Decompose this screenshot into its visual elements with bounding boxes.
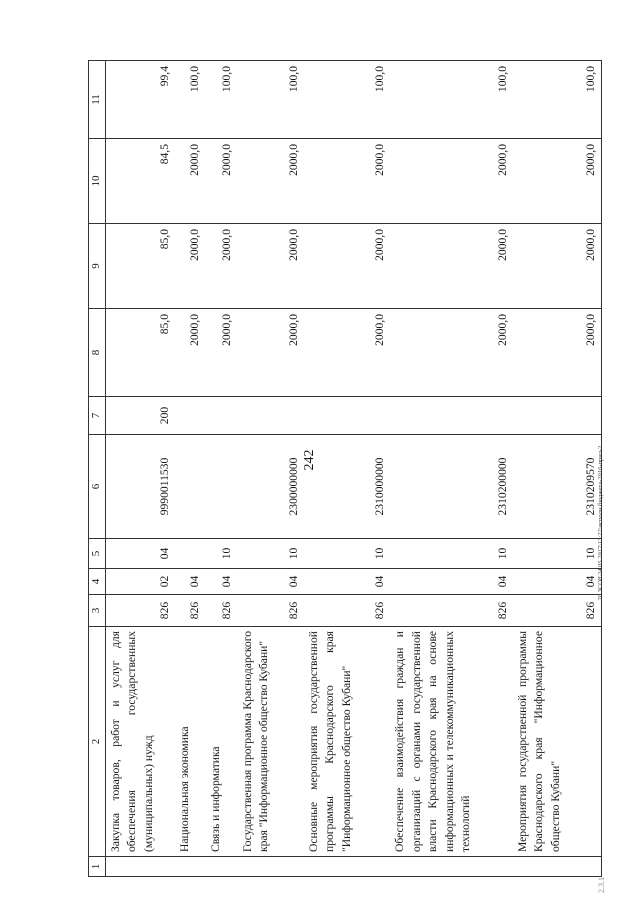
- code-section: 04: [238, 569, 304, 595]
- code-admin: 826: [390, 595, 513, 627]
- row-name: Обеспечение взаимодействия граждан и организаций с органами государственной власти Краснодарского края на основе информационных и телекоммуникационных технологий: [390, 627, 513, 857]
- budget-table-container: [88, 61, 602, 877]
- amount-executed: 2000,0: [175, 139, 205, 224]
- code-expense-type: [238, 397, 304, 435]
- code-admin: 826: [238, 595, 304, 627]
- code-admin: 826: [513, 595, 601, 627]
- code-expense-type: [390, 397, 513, 435]
- footer-note: 20 ЗСО8\24.05.2017\13:22\исполн бюджета-2016-прил-2: [597, 445, 604, 601]
- code-target: [175, 435, 205, 539]
- execution-percent: 100,0: [304, 61, 390, 139]
- code-target: 9990011530: [105, 435, 175, 539]
- amount-approved: 2000,0: [304, 309, 390, 397]
- amount-planned: 2000,0: [390, 224, 513, 309]
- amount-executed: 2000,0: [238, 139, 304, 224]
- row-name: Мероприятия государственной программы Краснодарского края "Информационное общество Кубани": [513, 627, 601, 857]
- code-expense-type: [513, 397, 601, 435]
- code-admin: 826: [175, 595, 205, 627]
- row-name: Национальная экономика: [175, 627, 205, 857]
- column-header: 7: [89, 397, 106, 435]
- execution-percent: 100,0: [390, 61, 513, 139]
- code-target: 2310209570: [513, 435, 601, 539]
- amount-approved: 2000,0: [206, 309, 238, 397]
- row-name: Основные мероприятия государственной программы Краснодарского края "Информационное общество Кубани": [304, 627, 390, 857]
- code-subsection: 10: [390, 539, 513, 569]
- execution-percent: 100,0: [238, 61, 304, 139]
- code-admin: 826: [304, 595, 390, 627]
- column-header: 9: [89, 224, 106, 309]
- code-section: 04: [390, 569, 513, 595]
- row-cell-empty: [238, 857, 304, 877]
- amount-planned: 2000,0: [238, 224, 304, 309]
- amount-executed: 2000,0: [513, 139, 601, 224]
- code-section: 04: [175, 569, 205, 595]
- code-section: 04: [513, 569, 601, 595]
- table-row: [105, 61, 175, 877]
- row-cell-empty: [206, 857, 238, 877]
- amount-executed: 84,5: [105, 139, 175, 224]
- column-header: 11: [89, 61, 106, 139]
- column-header: 4: [89, 569, 106, 595]
- amount-planned: 2000,0: [206, 224, 238, 309]
- table-row: [513, 61, 601, 877]
- column-header: 8: [89, 309, 106, 397]
- table-row: [175, 61, 205, 877]
- header-row: [89, 61, 106, 877]
- code-expense-type: [304, 397, 390, 435]
- column-header: 2: [89, 627, 106, 857]
- code-subsection: 10: [206, 539, 238, 569]
- code-section: 02: [105, 569, 175, 595]
- execution-percent: 100,0: [513, 61, 601, 139]
- row-name: Связь и информатика: [206, 627, 238, 857]
- column-header: 10: [89, 139, 106, 224]
- execution-percent: 100,0: [206, 61, 238, 139]
- budget-table: [88, 60, 602, 877]
- code-expense-type: [206, 397, 238, 435]
- amount-approved: 2000,0: [390, 309, 513, 397]
- code-subsection: 10: [238, 539, 304, 569]
- code-target: 2310000000: [304, 435, 390, 539]
- column-header: 5: [89, 539, 106, 569]
- code-target: 2300000000: [238, 435, 304, 539]
- amount-approved: 2000,0: [513, 309, 601, 397]
- amount-executed: 2000,0: [206, 139, 238, 224]
- code-admin: 826: [206, 595, 238, 627]
- amount-planned: 2000,0: [175, 224, 205, 309]
- table-row: [304, 61, 390, 877]
- amount-approved: 85,0: [105, 309, 175, 397]
- execution-percent: 99,4: [105, 61, 175, 139]
- row-cell-empty: [390, 857, 513, 877]
- row-cell-empty: [105, 857, 175, 877]
- code-admin: 826: [105, 595, 175, 627]
- row-name: Государственная программа Краснодарского края "Информационное общество Кубани": [238, 627, 304, 857]
- table-row: [206, 61, 238, 877]
- amount-executed: 2000,0: [390, 139, 513, 224]
- amount-planned: 2000,0: [304, 224, 390, 309]
- row-name: Закупка товаров, работ и услуг для обеспечения государственных (муниципальных) нужд: [105, 627, 175, 857]
- execution-percent: 100,0: [175, 61, 205, 139]
- amount-approved: 2000,0: [238, 309, 304, 397]
- amount-approved: 2000,0: [175, 309, 205, 397]
- code-subsection: 04: [105, 539, 175, 569]
- page-number: 242: [302, 449, 317, 471]
- column-header: 6: [89, 435, 106, 539]
- code-section: 04: [304, 569, 390, 595]
- amount-planned: 2000,0: [513, 224, 601, 309]
- code-expense-type: 200: [105, 397, 175, 435]
- page-corner-mark: 2.3.1: [597, 877, 606, 893]
- column-header: 1: [89, 857, 106, 877]
- code-subsection: 10: [513, 539, 601, 569]
- code-subsection: [175, 539, 205, 569]
- code-subsection: 10: [304, 539, 390, 569]
- code-target: 2310200000: [390, 435, 513, 539]
- code-expense-type: [175, 397, 205, 435]
- table-row: [238, 61, 304, 877]
- code-target: [206, 435, 238, 539]
- table-row: [390, 61, 513, 877]
- amount-executed: 2000,0: [304, 139, 390, 224]
- amount-planned: 85,0: [105, 224, 175, 309]
- row-cell-empty: [175, 857, 205, 877]
- column-header: 3: [89, 595, 106, 627]
- row-cell-empty: [304, 857, 390, 877]
- row-cell-empty: [513, 857, 601, 877]
- code-section: 04: [206, 569, 238, 595]
